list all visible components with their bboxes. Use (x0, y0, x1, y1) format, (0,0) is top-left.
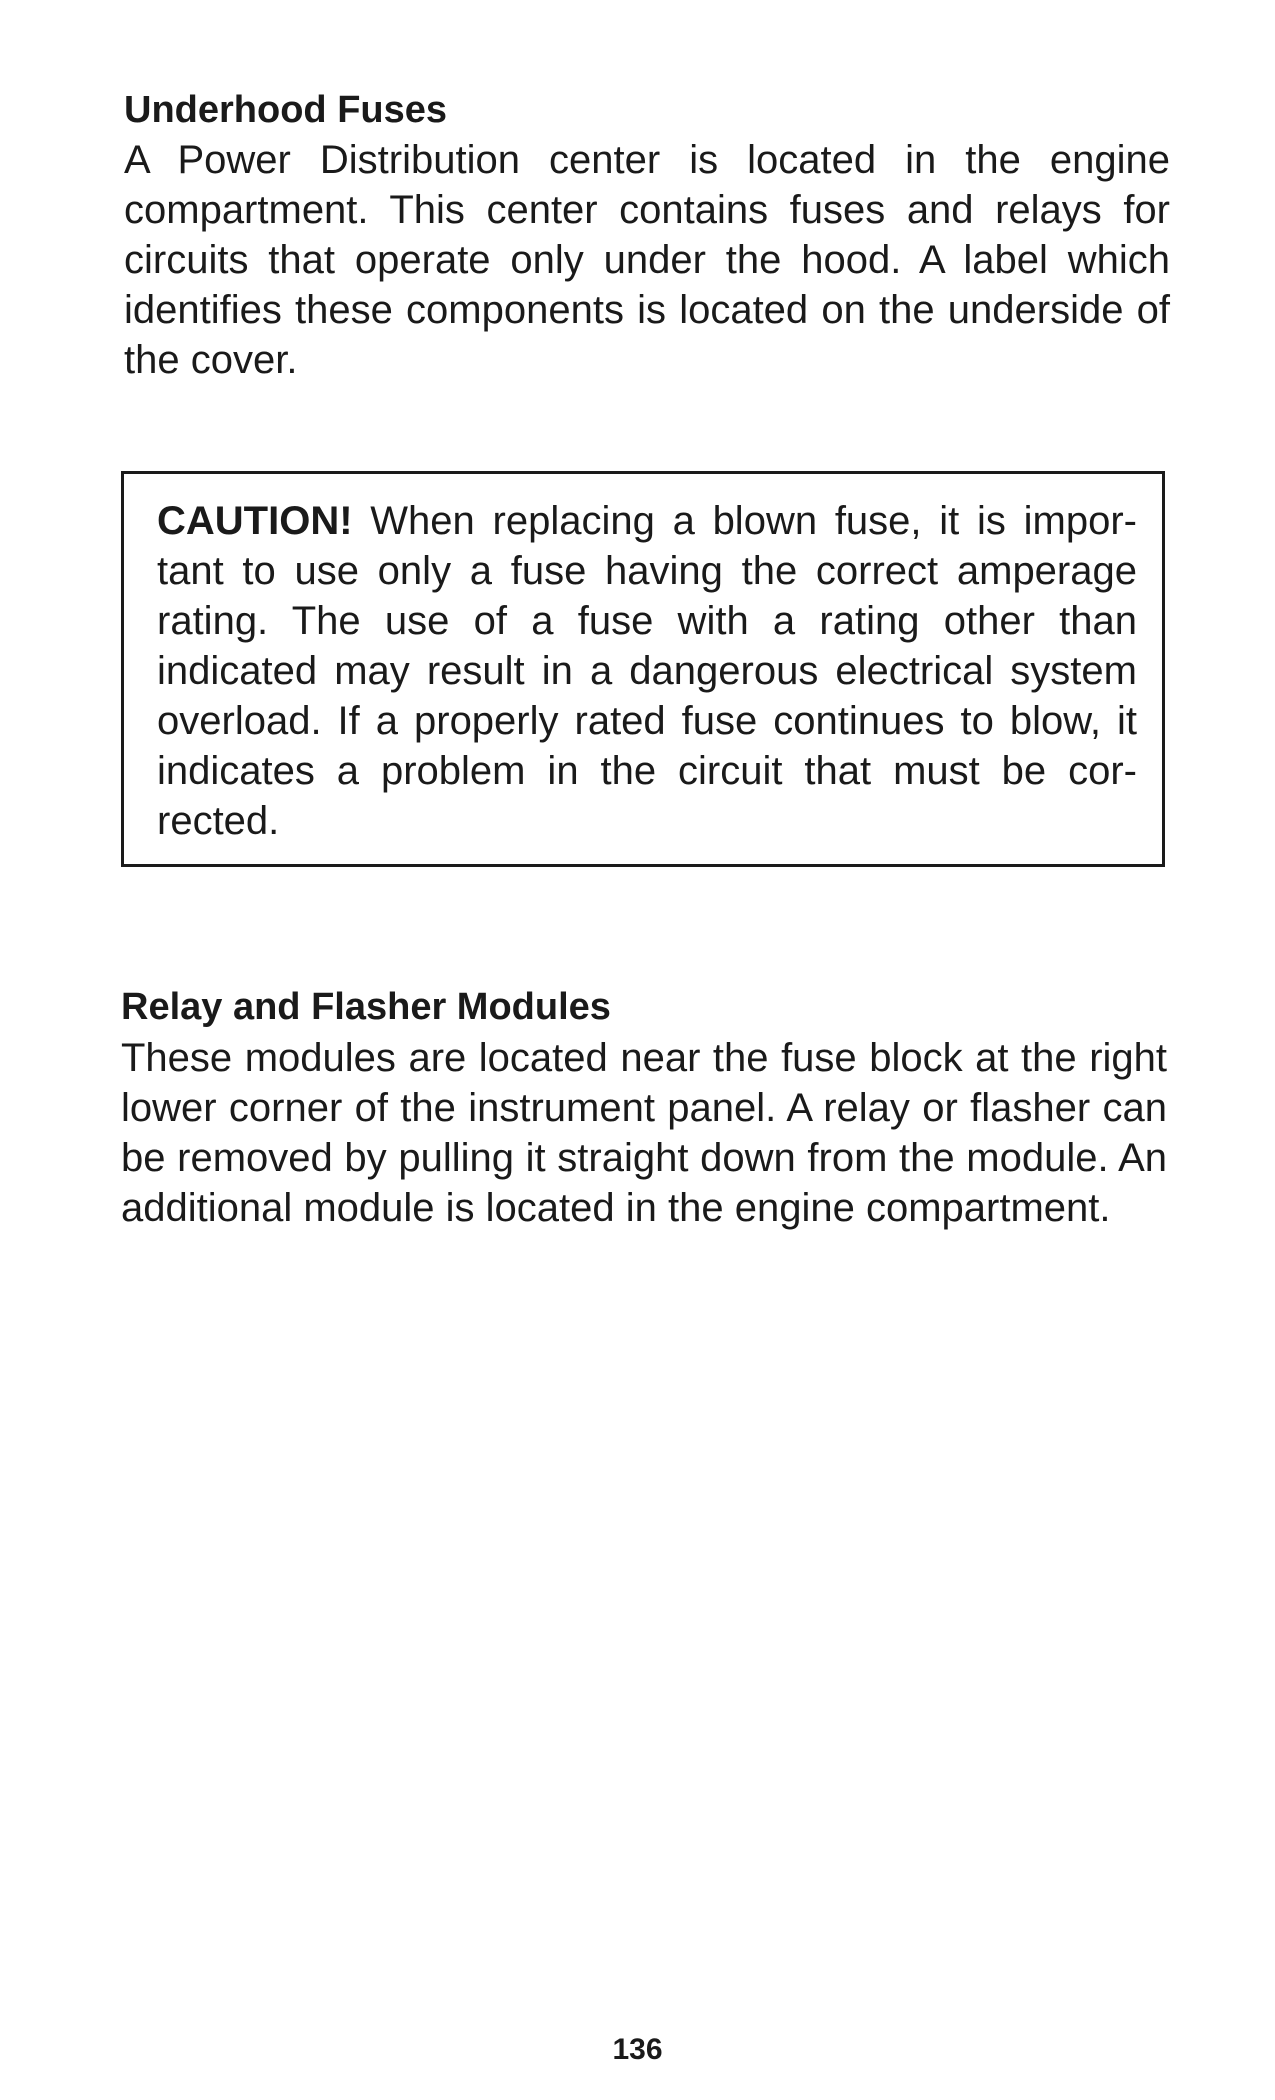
section-heading-relay-flasher-modules: Relay and Flasher Modules (121, 986, 611, 1028)
caution-box (121, 471, 1165, 867)
caution-text: When replacing a blown fuse, it is important to use only a fuse having the correct amperage rating. The use of a fuse with a rating other than indicated may result in a dangerous electrical system overload. If a properly rated fuse continues to blow, it indicates a problem in the circuit that must be corrected. (157, 499, 1137, 843)
section-body-underhood-fuses: A Power Distribution center is located in the engine compartment. This center contains fuses and relays for circuits that operate only under the hood. A label which identifies these components is located on the underside of the cover. (124, 138, 1170, 382)
section-body-relay-flasher-modules: These modules are located near the fuse block at the right lower corner of the instrument panel. A relay or flasher can be removed by pulling it straight down from the module. An additional module is located in the engine compartment. (121, 1036, 1167, 1230)
section-heading-underhood-fuses: Underhood Fuses (124, 89, 448, 131)
page-number: 136 (612, 2033, 663, 2066)
caution-paragraph (157, 496, 1137, 846)
caution-label: CAUTION! (157, 499, 353, 543)
